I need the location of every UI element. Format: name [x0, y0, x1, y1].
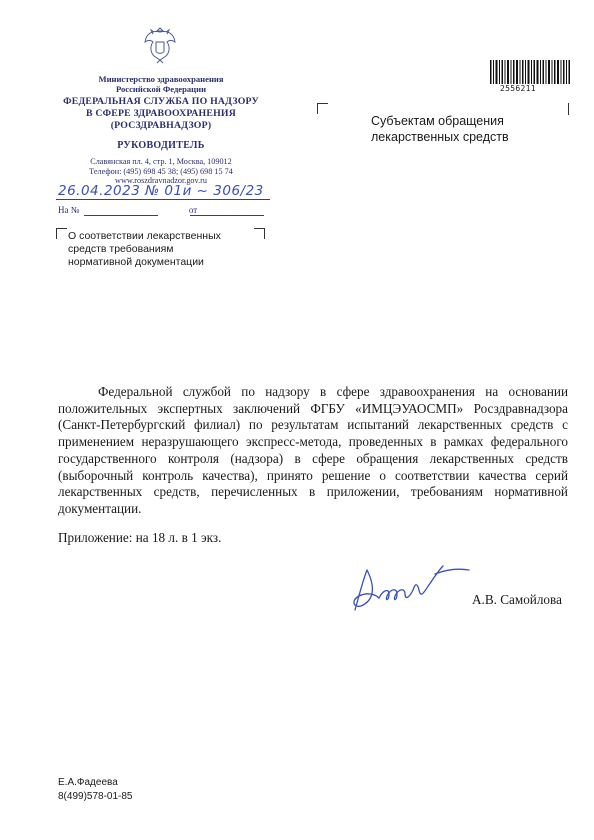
head-title: РУКОВОДИТЕЛЬ	[117, 140, 205, 151]
appendix-note: Приложение: на 18 л. в 1 экз.	[58, 530, 222, 545]
reference-row	[58, 205, 197, 215]
service-name: ФЕДЕРАЛЬНАЯ СЛУЖБА ПО НАДЗОРУ В СФЕРЕ ЗДРАВООХРАНЕНИЯ (РОСЗДРАВНАДЗОР)	[63, 96, 259, 131]
ot-field-line	[190, 215, 264, 216]
ministry-name: Министерство здравоохранения Российской Федерации	[98, 74, 224, 94]
addressee-bracket-right	[567, 103, 569, 115]
executor-info	[58, 776, 133, 804]
executor-name: Е.А.Фадеева	[58, 777, 118, 788]
letterhead-address: Славянская пл. 4, стр. 1, Москва, 109012 Телефон: (495) 698 45 38; (495) 698 15 74 www.roszdravnadzor.gov.ru	[89, 157, 233, 186]
barcode-number: 2556211	[500, 84, 536, 93]
na-field-line	[84, 215, 158, 216]
signer-name: А.В. Самойлова	[472, 592, 562, 607]
letter-body	[58, 384, 568, 518]
body-paragraph: Федеральной службой по надзору в сфере здравоохранения на основании положительных экспертных заключений ФГБУ «ИМЦЭУАОСМП» Росздравнадзора (Санкт-Петербургский филиал) по результатам испытаний лекарственных средств с применением неразрушающего экспресс-метода, проведенных в рамках федерального государственного контроля (надзора) в сфере обращения лекарственных средств (выборочный контроль качества), принято решение о соответствии качества серий лекарственных средств, перечисленных в приложении, требованиям нормативной документации.	[58, 384, 568, 516]
addressee-bracket-left	[317, 103, 328, 114]
na-label: На №	[58, 205, 80, 215]
subject-text: О соответствии лекарственных средств требованиям нормативной документации	[68, 230, 221, 268]
subject-bracket-right	[254, 228, 265, 239]
barcode-icon	[490, 60, 570, 84]
registration-line	[56, 199, 270, 200]
ot-label: от	[188, 205, 198, 215]
registration-date-number: 26.04.2023 № 01и ~ 306/23	[58, 183, 264, 199]
subject-bracket-left	[56, 228, 67, 239]
executor-phone: 8(499)578-01-85	[58, 791, 133, 802]
handwritten-signature	[345, 560, 485, 620]
addressee: Субъектам обращения лекарственных средств	[371, 114, 509, 144]
coat-of-arms-icon	[142, 24, 178, 64]
